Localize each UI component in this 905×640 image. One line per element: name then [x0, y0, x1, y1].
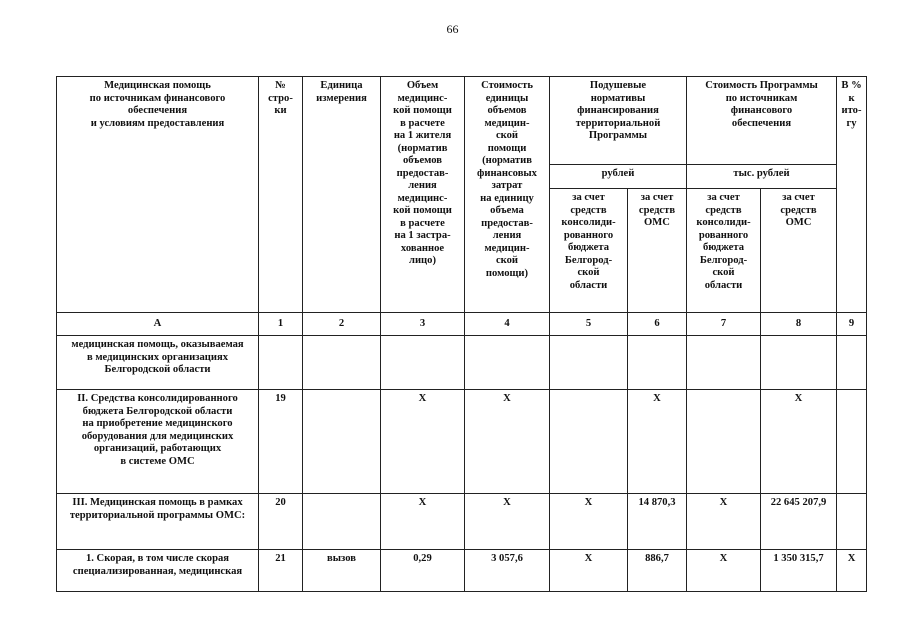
table-row	[57, 550, 867, 592]
row-cell	[465, 336, 550, 390]
row-cell: Х	[628, 390, 687, 494]
row-cell	[550, 336, 628, 390]
row-cell: 1 350 315,7	[761, 550, 837, 592]
row-cell: 886,7	[628, 550, 687, 592]
row-cell: Х	[837, 550, 867, 592]
row-cell: Х	[465, 494, 550, 550]
row-cell	[761, 336, 837, 390]
header-group-cost: Стоимость Программы по источникам финансового обеспечения	[687, 77, 837, 165]
row-cell: 0,29	[381, 550, 465, 592]
header-unit-rub: рублей	[550, 165, 687, 189]
header-group-normatives: Подушевые нормативы финансирования территориальной Программы	[550, 77, 687, 165]
row-label: 1. Скорая, в том числе скорая специализированная, медицинская	[57, 550, 259, 592]
row-cell: Х	[687, 494, 761, 550]
row-number: 19	[259, 390, 303, 494]
index-cell: 3	[381, 313, 465, 336]
header-col-5: за счет средств консолиди- рованного бюджета Белгород- ской области	[550, 189, 628, 313]
index-cell: 1	[259, 313, 303, 336]
row-cell: Х	[465, 390, 550, 494]
row-number: 21	[259, 550, 303, 592]
row-cell: 3 057,6	[465, 550, 550, 592]
row-cell: Х	[761, 390, 837, 494]
row-cell: Х	[381, 494, 465, 550]
index-cell: 9	[837, 313, 867, 336]
index-cell: А	[57, 313, 259, 336]
header-col-4: Стоимость единицы объемов медицин- ской помощи (норматив финансовых затрат на единицу объема предостав- ления медицин- ской помощи)	[465, 77, 550, 313]
index-cell: 5	[550, 313, 628, 336]
index-cell: 8	[761, 313, 837, 336]
row-cell: Х	[381, 390, 465, 494]
row-cell	[687, 336, 761, 390]
row-cell	[303, 494, 381, 550]
header-col-8: за счет средств ОМС	[761, 189, 837, 313]
row-cell: вызов	[303, 550, 381, 592]
index-cell: 6	[628, 313, 687, 336]
row-cell: 22 645 207,9	[761, 494, 837, 550]
row-cell	[550, 390, 628, 494]
index-cell: 2	[303, 313, 381, 336]
row-cell	[837, 390, 867, 494]
table-row	[57, 494, 867, 550]
header-unit-thousand-rub: тыс. рублей	[687, 165, 837, 189]
row-number: 20	[259, 494, 303, 550]
row-number	[259, 336, 303, 390]
row-cell	[303, 390, 381, 494]
row-cell: Х	[550, 550, 628, 592]
row-cell	[837, 494, 867, 550]
table-row	[57, 390, 867, 494]
header-col-a: Медицинская помощь по источникам финансового обеспечения и условиям предоставления	[57, 77, 259, 313]
row-cell	[628, 336, 687, 390]
header-row-1	[57, 77, 867, 165]
row-cell: Х	[687, 550, 761, 592]
header-col-7: за счет средств консолиди- рованного бюджета Белгород- ской области	[687, 189, 761, 313]
row-cell	[837, 336, 867, 390]
header-col-2: Единица измерения	[303, 77, 381, 313]
row-cell	[687, 390, 761, 494]
row-cell: Х	[550, 494, 628, 550]
index-cell: 7	[687, 313, 761, 336]
financing-table	[56, 76, 867, 592]
page-number: 66	[446, 22, 459, 36]
header-col-3: Объем медицинс- кой помощи в расчете на 1 жителя (норматив объемов предостав- ления медицинс- кой помощи в расчете на 1 застра- хованное лицо)	[381, 77, 465, 313]
row-label: медицинская помощь, оказываемая в медицинских организациях Белгородской области	[57, 336, 259, 390]
index-cell: 4	[465, 313, 550, 336]
row-cell	[381, 336, 465, 390]
index-row	[57, 313, 867, 336]
row-label: II. Средства консолидированного бюджета Белгородской области на приобретение медицинского оборудования для медицинских организаций, работающих в системе ОМС	[57, 390, 259, 494]
header-col-1: № стро- ки	[259, 77, 303, 313]
header-col-9: В % к ито- гу	[837, 77, 867, 313]
row-cell: 14 870,3	[628, 494, 687, 550]
row-label: III. Медицинская помощь в рамках территориальной программы ОМС:	[57, 494, 259, 550]
row-cell	[303, 336, 381, 390]
header-col-6: за счет средств ОМС	[628, 189, 687, 313]
table-row	[57, 336, 867, 390]
